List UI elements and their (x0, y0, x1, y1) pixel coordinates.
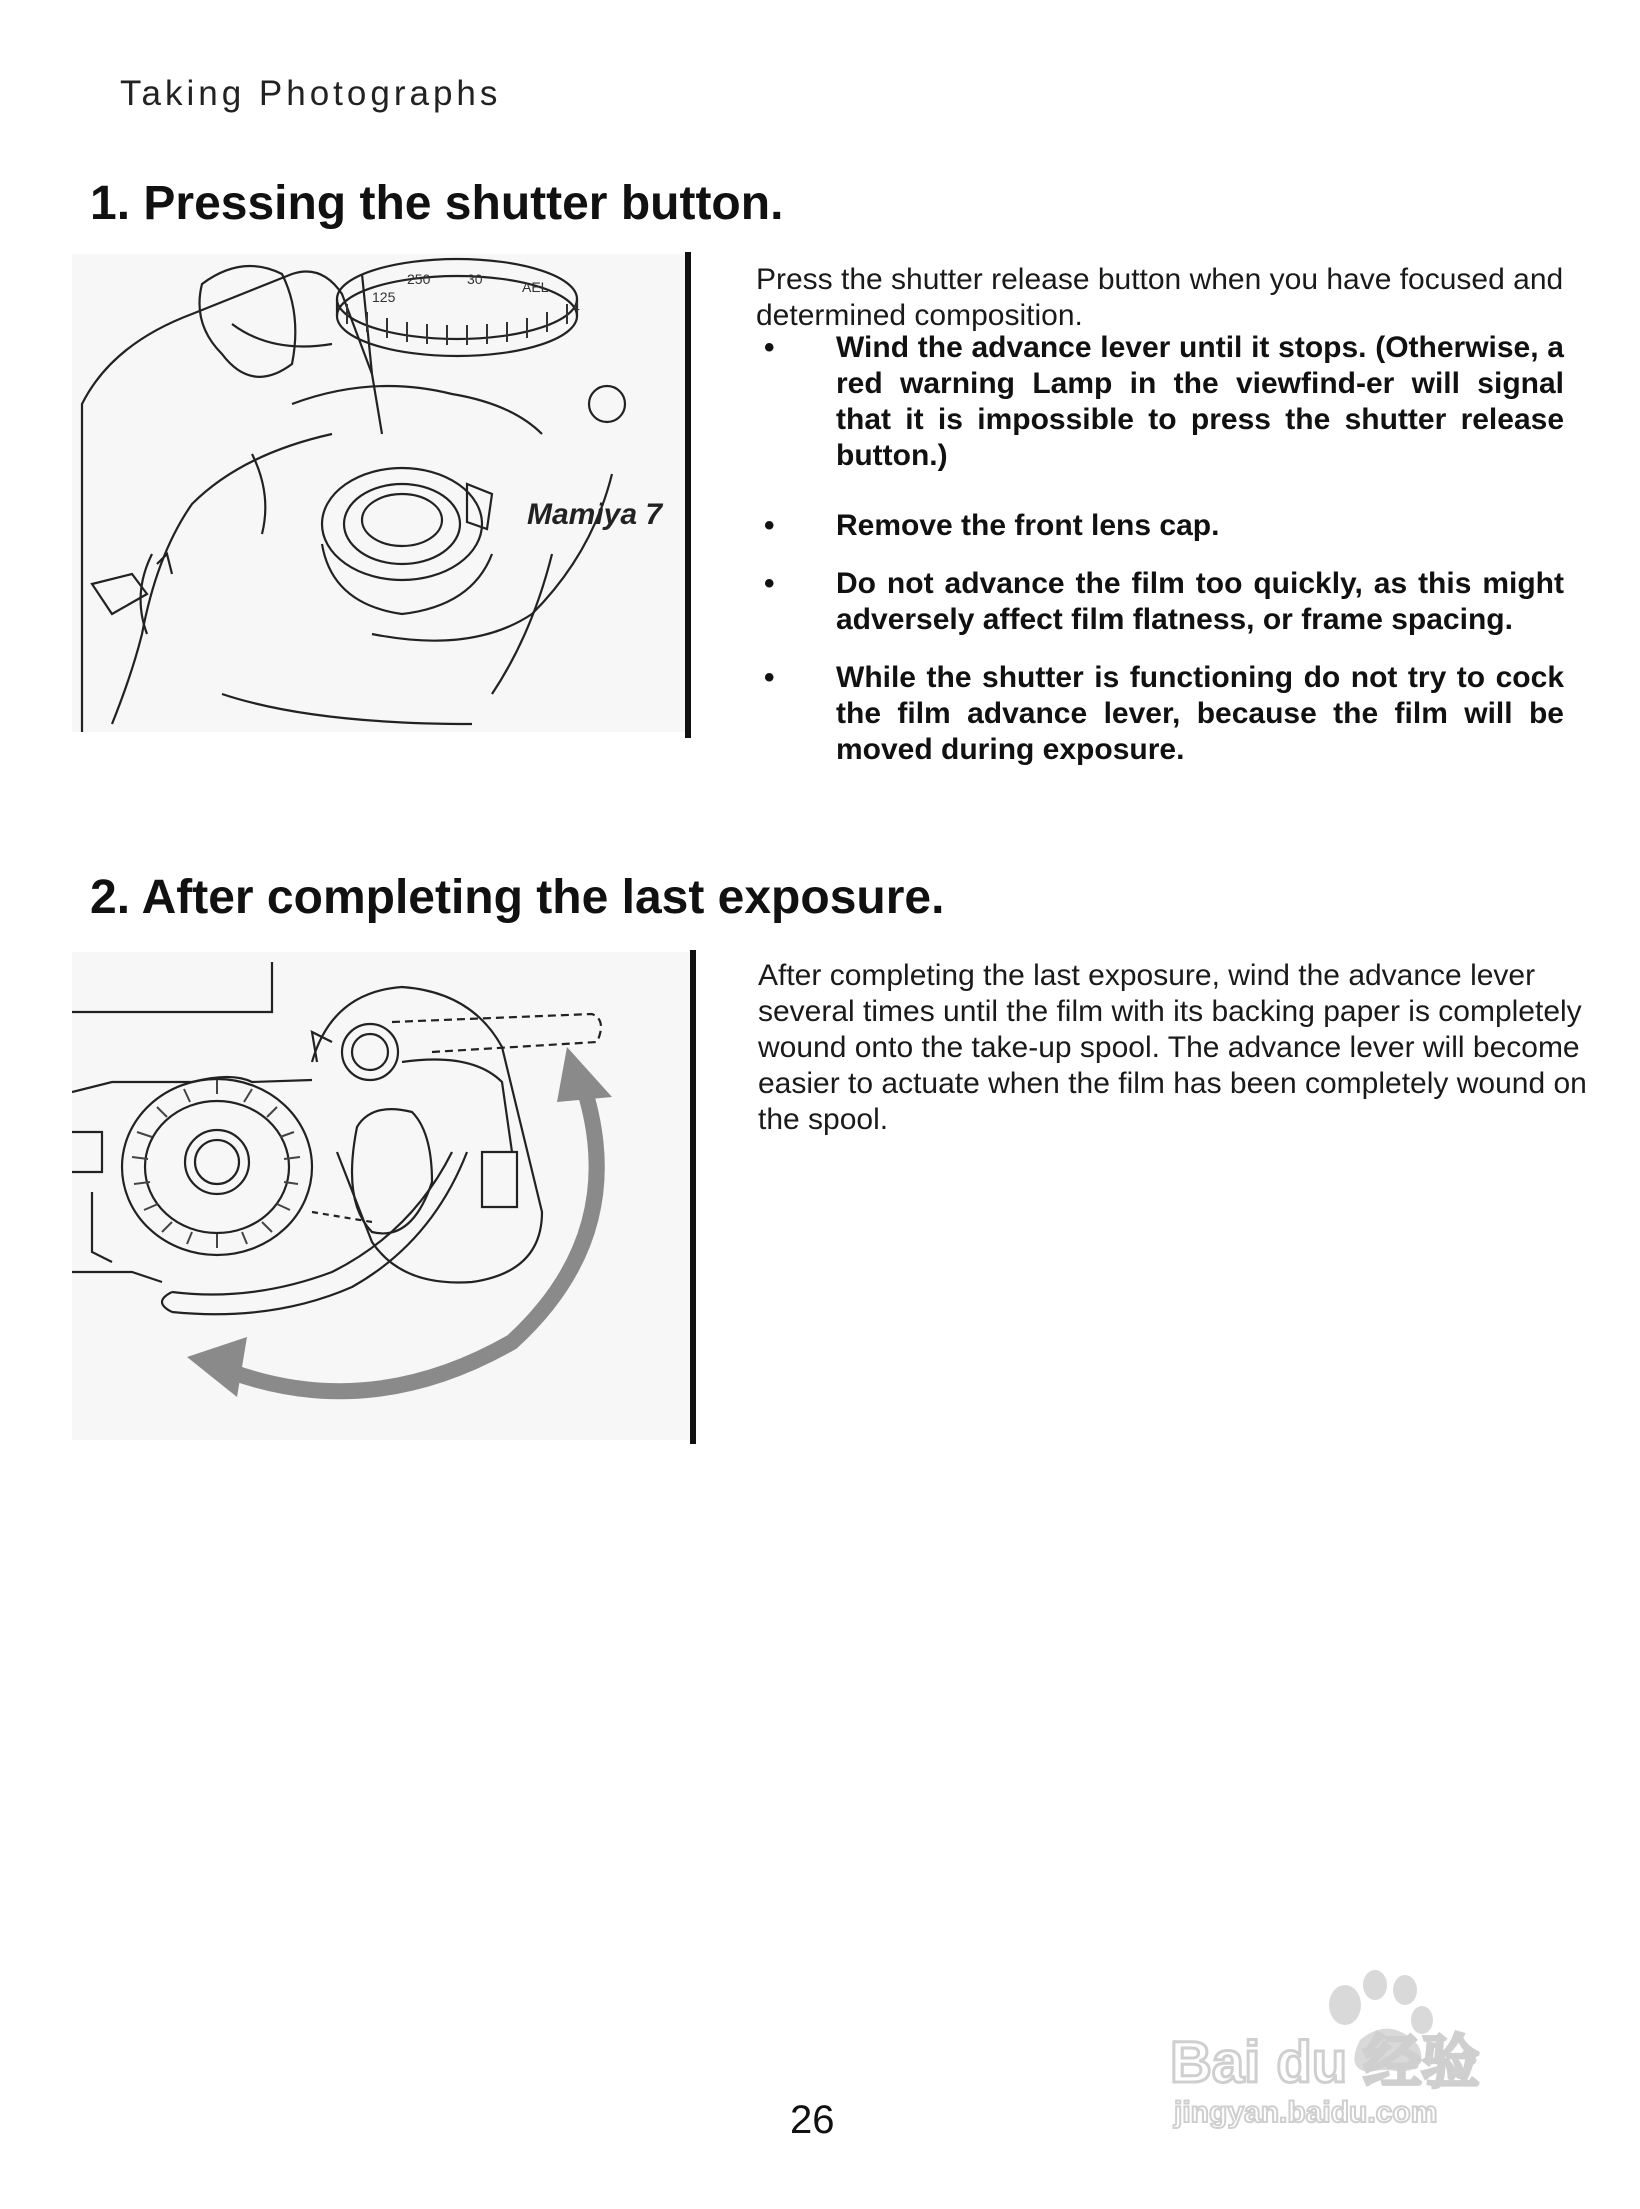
svg-text:125: 125 (372, 289, 396, 305)
section-heading-shutter: 1. Pressing the shutter button. (90, 177, 784, 230)
watermark-logo (1160, 1960, 1540, 2130)
page-number: 26 (790, 2098, 835, 2142)
shutter-intro-text: Press the shutter release button when you have focused and determined composition. (756, 263, 1564, 332)
svg-text:AEL: AEL (522, 279, 549, 295)
list-item-text: Do not advance the film too quickly, as this might adversely affect film flatness, or frame spacing. (836, 567, 1564, 636)
bullet-marker: • (764, 331, 775, 364)
list-item-text: Remove the front lens cap. (836, 509, 1220, 542)
shutter-notes-list (756, 330, 1564, 768)
svg-text:4: 4 (572, 299, 580, 315)
svg-text:250: 250 (407, 271, 431, 287)
advance-lever-illustration (72, 952, 690, 1440)
figure-divider (690, 950, 696, 1444)
list-item-text: Wind the advance lever until it stops. (Otherwise, a red warning Lamp in the viewfind-er will signal that it is impossible to press the shutter release button.) (836, 331, 1564, 472)
list-item (756, 330, 1564, 474)
camera-line-drawing (72, 254, 686, 732)
bullet-marker: • (764, 509, 775, 542)
list-item (756, 566, 1564, 638)
list-item (756, 660, 1564, 768)
watermark-url: jingyan.baidu.com (1174, 2096, 1438, 2129)
baidu-watermark (1160, 1960, 1540, 2130)
bullet-marker: • (764, 567, 775, 600)
section-heading-last-exposure: 2. After completing the last exposure. (90, 871, 945, 924)
watermark-logo-text: Bai du 经验 (1170, 2030, 1480, 2095)
figure-divider (685, 252, 691, 738)
svg-text:30: 30 (467, 271, 483, 287)
list-item-text: While the shutter is functioning do not try to cock the film advance lever, because the film will be moved during exposure. (836, 661, 1564, 766)
list-item (756, 508, 1564, 544)
bullet-marker: • (764, 661, 775, 694)
camera-top-illustration (72, 254, 686, 732)
last-exposure-text: After completing the last exposure, wind the advance lever several times until the film with its backing paper is completely wound onto the take-up spool. The advance lever will become easier to actuate when the film has been completely wound on the spool. (758, 959, 1587, 1136)
running-header: Taking Photographs (120, 74, 502, 113)
brand-label: Mamiya 7 (527, 498, 663, 531)
